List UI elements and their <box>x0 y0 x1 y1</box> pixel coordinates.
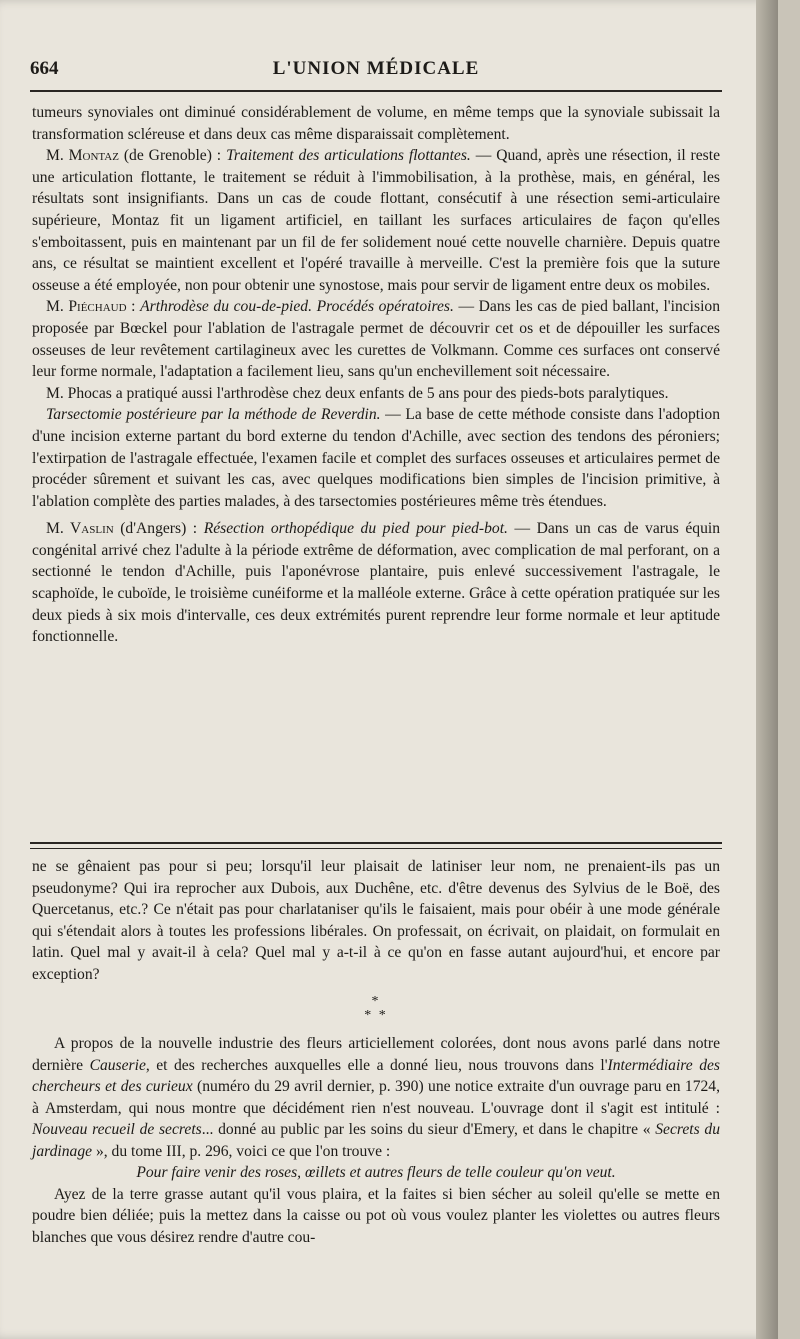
feuilleton-text <box>32 856 720 1248</box>
article-title: Résection orthopédique du pied pour pied-bot. <box>203 520 508 538</box>
italic-causerie: Causerie <box>89 1056 146 1074</box>
italic-intermediaire: Intermédiaire des chercheurs et des curieux <box>32 1056 720 1095</box>
paragraph-piechaud <box>32 296 720 382</box>
page-edge-shadow <box>756 0 778 1339</box>
page-number: 664 <box>30 58 59 79</box>
text-run: », du tome III, p. 296, voici ce que l'on trouve : <box>92 1142 391 1160</box>
paragraph-reverdin <box>32 404 720 512</box>
paragraph-recipe <box>32 1184 720 1249</box>
feuilleton-rule <box>30 842 722 844</box>
article-title: Traitement des articulations flottantes. <box>226 147 471 165</box>
paragraph-text: M. Phocas a pratiqué aussi l'arthrodèse chez deux enfants de 5 ans pour des pieds-bots paralytiques. <box>46 384 669 402</box>
author-name: M. Vaslin <box>46 520 114 538</box>
article-title: Arthrodèse du cou-de-pied. Procédés opératoires. <box>140 298 454 316</box>
paragraph-latin-names <box>32 856 720 985</box>
paragraph-synoviales <box>32 102 720 145</box>
article-title: Tarsectomie postérieure par la méthode de Reverdin. <box>46 406 381 424</box>
text-run: (numéro du 29 avril dernier, p. 390) une notice extraite d'un ouvrage paru en 1724, à Amsterdam, qui nous montre que décidément rien n'est nouveau. L'ouvrage dont il s'agit est intitulé : <box>32 1078 720 1117</box>
recipe-title: Pour faire venir des roses, œillets et autres fleurs de telle couleur qu'on veut. <box>136 1164 616 1181</box>
paragraph-montaz <box>32 145 720 296</box>
italic-secrets: Secrets du jardinage <box>32 1121 720 1160</box>
paragraph-text: tumeurs synoviales ont diminué considérablement de volume, en même temps que la synoviale subissait la transformation scléreuse et dans deux cas même disparaissait complètement. <box>32 104 720 143</box>
star-bottom: * * <box>364 1008 388 1023</box>
feuilleton-rule-thin <box>30 848 722 849</box>
paragraph-text: — Quand, après une résection, il reste une articulation flottante, le traitement se réduit à l'immobilisation, à la prothèse, mais, en général, les résultats sont insignifiants. Dans un cas de coude flottant, consécutif à une résection semi-articulaire supérieure, Montaz fit un ligament artificiel, en taillant les surfaces articulaires de façon qu'elles s'emboitassent, puis en maintenant par un fil de fer solidement noué cette nouvelle charnière. Depuis quatre ans, ce résultat se maintient excellent et l'opéré travaille à merveille. C'est la première fois que la suture osseuse a été employée, non pour obtenir une synostose, mais pour servir de ligament entre deux os mobiles. <box>32 147 720 294</box>
author-name: M. Piéchaud <box>46 298 127 316</box>
header-rule <box>30 90 722 92</box>
text-run: A propos de la nouvelle industrie des fleurs articiellement colorées, dont nous avons parlé dans notre dernière <box>32 1035 720 1074</box>
section-break-stars <box>32 995 720 1023</box>
author-affiliation: (d'Angers) : <box>113 520 204 538</box>
paragraph-text: ne se gênaient pas pour si peu; lorsqu'il leur plaisait de latiniser leur nom, ne prenaient-ils pas un pseudonyme? Qui ira reprocher aux Dubois, aux Duchêne, etc. d'être devenus des Sylvius de le Boë, des Quercetanus, etc.? Ce n'était pas pour charlataniser qu'ils le faisaient, mais pour obéir à une mode générale qui s'étendait alors à toutes les professions libérales. On professait, on écrivait, on plaidait, on formulait en latin. Quel mal y avait-il à cela? Quel mal y a-t-il à ce qu'on en fasse autant aujourd'hui, et encore par exception? <box>32 858 720 983</box>
paragraph-text: Ayez de la terre grasse autant qu'il vous plaira, et la faites si bien sécher au soleil qu'elle se mette en poudre bien déliée; puis la mettez dans la caisse ou pot où vous voulez planter les violettes ou autres fleurs blanches que vous désirez rendre d'autre cou- <box>32 1185 720 1246</box>
page-header <box>30 52 722 86</box>
paragraph-text: — Dans un cas de varus équin congénital arrivé chez l'adulte à la période extrême de déformation, avec complication de mal perforant, on a sectionné le tendon d'Achille, puis l'aponévrose plantaire, puis enlevé successivement l'astragale, le scaphoïde, le cuboïde, le troisième cunéiforme et la malléole externe. Grâce à cette opération pratiquée sur les deux pieds à six mois d'intervalle, ces deux extrémités purent reprendre leur forme normale et leur aptitude fonctionnelle. <box>32 520 721 646</box>
paragraph-text: — Dans les cas de pied ballant, l'incision proposée par Bœckel pour l'ablation de l'astragale permet de découvrir cet os et de dépouiller les surfaces osseuses de leur revêtement cartilagineux avec les curettes de Volkmann. Comme ces surfaces ont conservé leur forme normale, l'adaptation a facilement lieu, sans qu'un enchevillement soit nécessaire. <box>32 298 720 381</box>
author-name: M. Montaz <box>46 147 119 165</box>
main-text <box>32 102 720 648</box>
separator-text: : <box>126 298 141 316</box>
paragraph-phocas <box>32 383 720 405</box>
running-title: L'UNION MÉDICALE <box>272 58 480 79</box>
paragraph-text: — La base de cette méthode consiste dans l'adoption d'une incision externe partant du bord externe du tendon d'Achille, avec section des tendons des péroniers; l'extirpation de l'astragale effectuée, l'examen facile et complet des surfaces osseuses et articulaires permet de procéder sûrement et suivant les cas, avec quelques modifications bien simples de l'incision primitive, à l'ablation complète des parties malades, à des tarsectomies postérieures même très étendues. <box>32 406 720 510</box>
text-run: , et des recherches auxquelles elle a donné lieu, nous trouvons dans l' <box>145 1056 608 1074</box>
paragraph-fleurs <box>32 1033 720 1162</box>
author-affiliation: (de Grenoble) : <box>118 147 227 165</box>
paragraph-vaslin <box>32 518 720 648</box>
italic-recueil: Nouveau recueil de secrets <box>32 1121 202 1138</box>
text-run: ... donné au public par les soins du sieur d'Emery, et dans le chapitre « <box>201 1121 656 1138</box>
star-top: * <box>371 994 381 1009</box>
